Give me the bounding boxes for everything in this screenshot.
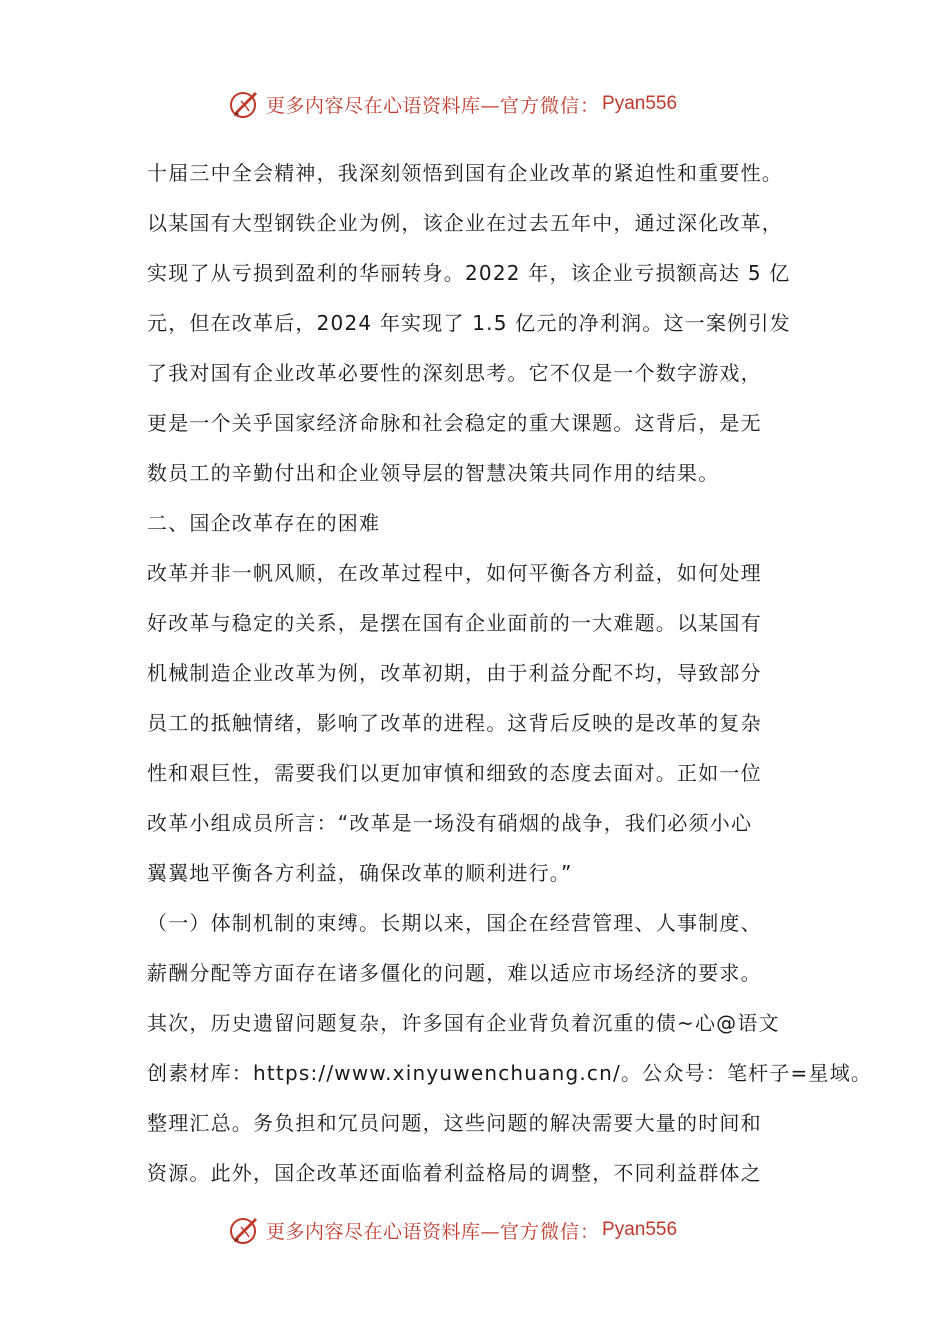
text-line: 机械制造企业改革为例，改革初期，由于利益分配不均，导致部分: [147, 661, 762, 685]
text-line: 整理汇总。务负担和冗员问题，这些问题的解决需要大量的时间和: [147, 1111, 762, 1135]
document-body: [147, 148, 873, 1198]
text-line: 改革并非一帆风顺，在改革过程中，如何平衡各方利益，如何处理: [147, 561, 762, 585]
text-line: 了我对国有企业改革必要性的深刻思考。它不仅是一个数字游戏，: [147, 361, 762, 385]
banner-text: 更多内容尽在心语资料库—: [266, 94, 501, 117]
text-line: 员工的抵触情绪，影响了改革的进程。这背后反映的是改革的复杂: [147, 711, 762, 735]
text-line: 十届三中全会精神，我深刻领悟到国有企业改革的紧迫性和重要性。: [147, 161, 783, 185]
pen-logo-icon: [228, 1213, 262, 1247]
text-line: 元，但在改革后，2024 年实现了 1.5 亿元的净利润。这一案例引发: [147, 311, 791, 335]
header-banner: [228, 84, 677, 124]
banner-text: 更多内容尽在心语资料库—: [266, 1220, 501, 1243]
banner-wechat-handle: Pyan556: [602, 1219, 678, 1240]
text-line: 数员工的辛勤付出和企业领导层的智慧决策共同作用的结果。: [147, 461, 720, 485]
footer-banner: [228, 1210, 677, 1250]
pen-logo-icon: [228, 87, 262, 121]
text-line: 薪酬分配等方面存在诸多僵化的问题，难以适应市场经济的要求。: [147, 961, 762, 985]
banner-wechat-label: 官方微信：: [500, 94, 601, 117]
section-heading: 二、国企改革存在的困难: [147, 511, 381, 535]
subsection-line: （一）体制机制的束缚。长期以来，国企在经营管理、人事制度、: [147, 911, 762, 935]
banner-wechat-label: 官方微信：: [500, 1220, 601, 1243]
text-line: 创素材库：https://www.xinyuwenchuang.cn/。公众号：笔杆子=星域。: [147, 1061, 873, 1085]
text-line: 其次，历史遗留问题复杂，许多国有企业背负着沉重的债~心@语文: [147, 1011, 780, 1035]
text-line: 实现了从亏损到盈利的华丽转身。2022 年，该企业亏损额高达 5 亿: [147, 261, 791, 285]
text-line: 更是一个关乎国家经济命脉和社会稳定的重大课题。这背后，是无: [147, 411, 762, 435]
banner-wechat-handle: Pyan556: [602, 93, 678, 114]
text-line: 改革小组成员所言：“改革是一场没有硝烟的战争，我们必须小心: [147, 811, 753, 835]
text-line: 翼翼地平衡各方利益，确保改革的顺利进行。”: [147, 861, 573, 885]
text-line: 好改革与稳定的关系，是摆在国有企业面前的一大难题。以某国有: [147, 611, 762, 635]
text-line: 性和艰巨性，需要我们以更加审慎和细致的态度去面对。正如一位: [147, 761, 762, 785]
text-line: 资源。此外，国企改革还面临着利益格局的调整，不同利益群体之: [147, 1161, 762, 1185]
text-line: 以某国有大型钢铁企业为例，该企业在过去五年中，通过深化改革，: [147, 211, 783, 235]
